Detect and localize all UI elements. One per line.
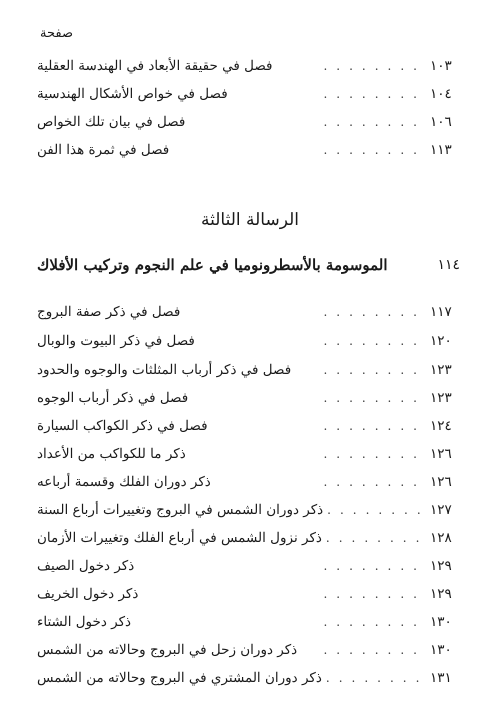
toc-entry (37, 471, 458, 493)
toc-entry-title: فصل في ذكر أرباب الوجوه (37, 390, 189, 406)
dot-leader: ........ (325, 671, 429, 685)
toc-entry-title: ذكر دخول الخريف (37, 586, 139, 602)
toc-entry-title: ذكر ما للكواكب من الأعداد (37, 446, 186, 462)
toc-entry-title: فصل في ذكر الكواكب السيارة (37, 418, 208, 434)
toc-entry (37, 330, 458, 352)
section-subtitle-page: ١١٤ (437, 257, 460, 273)
toc-entry (37, 415, 458, 437)
toc-entry-title: ذكر دوران الشمس في البروج وتغييرات أرباع السنة (37, 502, 324, 518)
dot-leader: ........ (323, 587, 426, 601)
toc-entry (37, 611, 458, 633)
toc-entry (37, 387, 458, 409)
toc-entry (37, 667, 458, 689)
toc-entry-page: ١١٣ (430, 142, 452, 158)
toc-entry (37, 639, 458, 661)
dot-leader: ........ (323, 559, 426, 573)
dot-leader: ........ (323, 143, 426, 157)
dot-leader: ........ (323, 87, 426, 101)
toc-entry (37, 527, 458, 549)
dot-leader: ........ (323, 475, 426, 489)
toc-entry-page: ١٢٤ (430, 418, 452, 434)
toc-entry (37, 443, 458, 465)
toc-entry-page: ١٣٠ (430, 642, 452, 658)
dot-leader: ........ (327, 503, 430, 517)
dot-leader: ........ (323, 363, 426, 377)
toc-entry-page: ١٢٦ (430, 446, 452, 462)
section-subtitle-row (37, 253, 460, 277)
section-heading: الرسالة الثالثة (200, 210, 300, 230)
toc-entry-title: فصل في ذكر البيوت والوبال (37, 333, 195, 349)
toc-entry (37, 139, 458, 161)
dot-leader: ........ (323, 59, 426, 73)
toc-entry-page: ١٢٩ (430, 586, 452, 602)
toc-entry-page: ١٢٨ (430, 530, 452, 546)
toc-entry-page: ١٠٤ (430, 86, 452, 102)
toc-entry-title: ذكر نزول الشمس في أرباع الفلك وتغييرات الأزمان (37, 530, 322, 546)
toc-entry (37, 111, 458, 133)
dot-leader: ........ (323, 419, 426, 433)
toc-entry (37, 499, 458, 521)
toc-entry (37, 301, 458, 323)
toc-entry-page: ١٢٠ (430, 333, 452, 349)
toc-entry-page: ١١٧ (430, 304, 452, 320)
toc-entry-page: ١٣١ (430, 670, 452, 686)
toc-entry-title: فصل في خواص الأشكال الهندسية (37, 86, 228, 102)
toc-entry-title: ذكر دوران زحل في البروج وحالاته من الشمس (37, 642, 298, 658)
toc-entry-page: ١٢٣ (430, 362, 452, 378)
section-subtitle: الموسومة بالأسطرونوميا في علم النجوم وتركيب الأفلاك (37, 256, 388, 274)
dot-leader: ........ (323, 643, 426, 657)
toc-entry-title: ذكر دخول الصيف (37, 558, 135, 574)
dot-leader: ........ (323, 391, 426, 405)
toc-entry-page: ١٠٣ (430, 58, 452, 74)
toc-entry-title: فصل في ذكر أرباب المثلثات والوجوه والحدود (37, 362, 292, 378)
toc-entry (37, 359, 458, 381)
toc-entry-title: ذكر دخول الشتاء (37, 614, 132, 630)
toc-entry-title: ذكر دوران المشتري في البروج وحالاته من الشمس (37, 670, 322, 686)
toc-entry-title: فصل في حقيقة الأبعاد في الهندسة العقلية (37, 58, 273, 74)
toc-entry-page: ١٠٦ (430, 114, 452, 130)
toc-entry-title: فصل في بيان تلك الخواص (37, 114, 186, 130)
toc-entry-title: فصل في ذكر صفة البروج (37, 304, 181, 320)
dot-leader: ........ (323, 334, 426, 348)
dot-leader: ........ (323, 305, 426, 319)
toc-entry (37, 583, 458, 605)
toc-entry-page: ١٣٠ (430, 614, 452, 630)
dot-leader: ........ (323, 115, 426, 129)
toc-entry-title: فصل في ثمرة هذا الفن (37, 142, 170, 158)
toc-entry-title: ذكر دوران الفلك وقسمة أرباعه (37, 474, 211, 490)
dot-leader: ........ (323, 615, 426, 629)
toc-entry (37, 555, 458, 577)
page-column-header: صفحة (40, 26, 73, 41)
dot-leader: ........ (323, 447, 426, 461)
toc-entry-page: ١٢٩ (430, 558, 452, 574)
toc-entry (37, 55, 458, 77)
toc-entry (37, 83, 458, 105)
toc-entry-page: ١٢٦ (430, 474, 452, 490)
toc-entry-page: ١٢٣ (430, 390, 452, 406)
dot-leader: ........ (325, 531, 429, 545)
toc-entry-page: ١٢٧ (430, 502, 452, 518)
